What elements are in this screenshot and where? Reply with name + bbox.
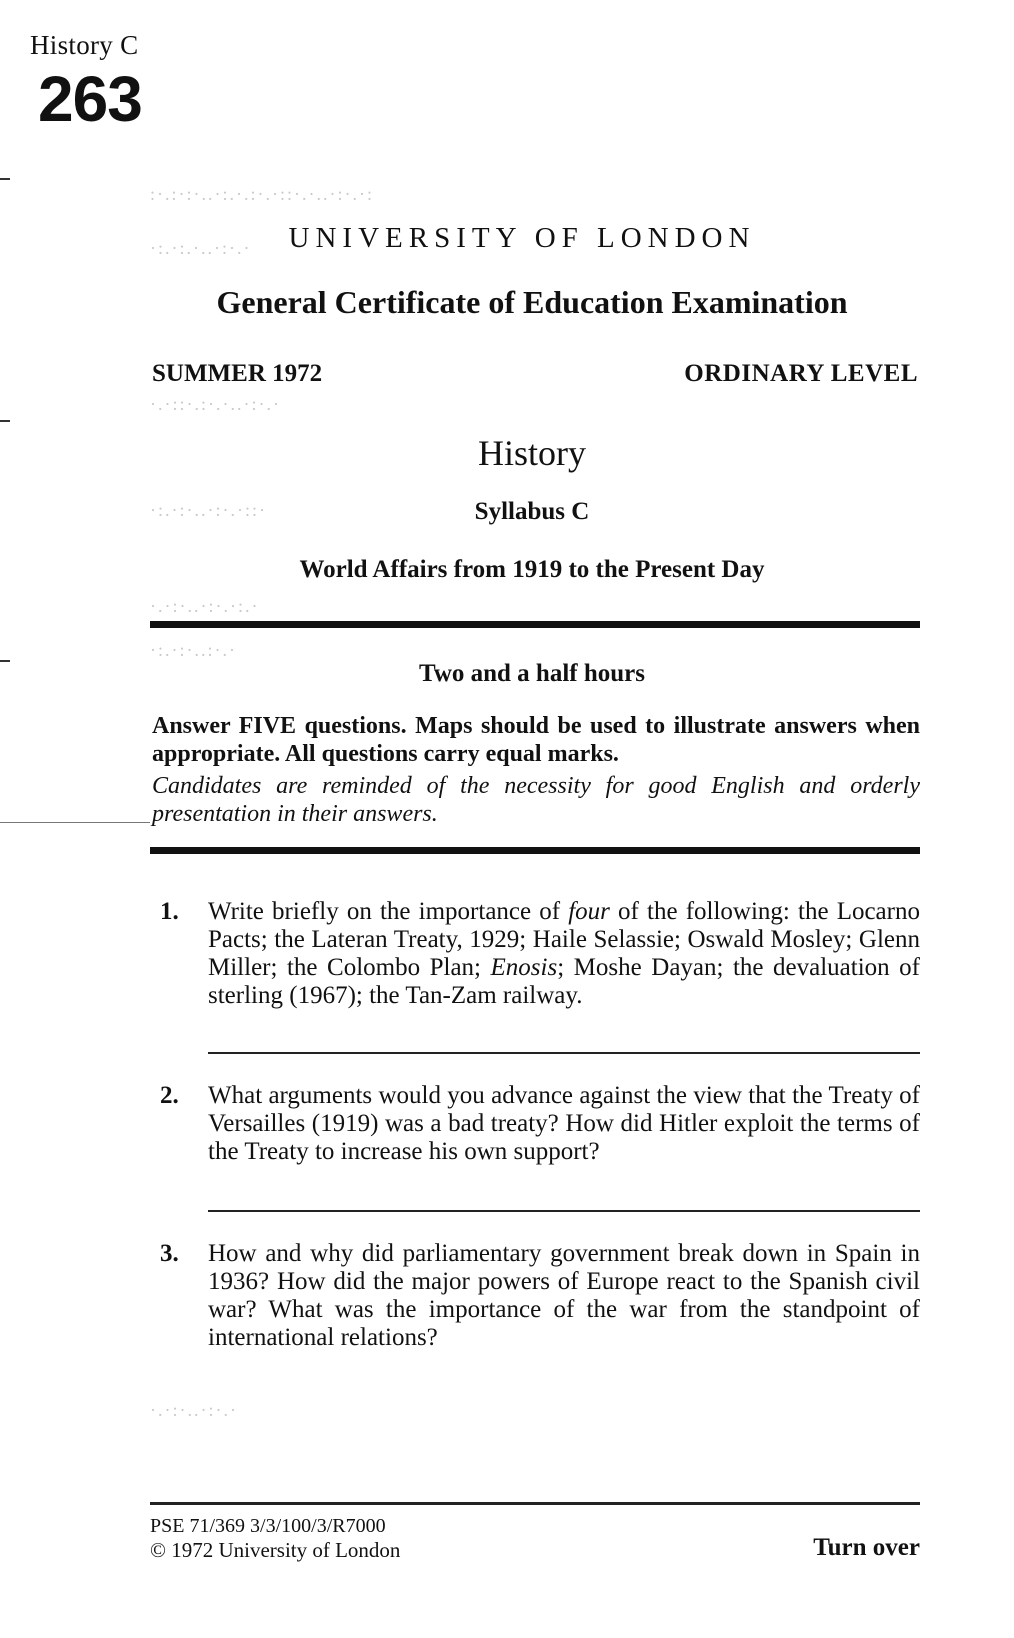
syllabus-label: Syllabus C [474, 498, 590, 525]
examination-title: General Certificate of Education Examination [216, 284, 848, 320]
bleed-through-texture: ·.·:·..·:·.· [150, 1400, 238, 1420]
turn-over-label: Turn over [813, 1534, 920, 1561]
bleed-through-texture: :·.:·:·..·:.·.:·.·::·.·..·:·.·: [150, 184, 374, 204]
exam-session: SUMMER 1972 [152, 360, 323, 387]
copyright-notice: © 1972 University of London [150, 1538, 401, 1562]
exam-level: ORDINARY LEVEL [684, 360, 918, 387]
question-divider [208, 1052, 920, 1054]
question-text [208, 1082, 920, 1166]
question-number: 2. [160, 1082, 179, 1109]
scan-streak [0, 822, 150, 823]
question-text-run: of the following: the Locarno Pacts; the Lateran Treaty, 1929; Haile Selassie; Oswald Mosley; Glenn Miller; the Colombo Plan; [208, 898, 920, 981]
question-emphasis: Enosis [490, 954, 558, 981]
footer-divider [150, 1502, 920, 1505]
bleed-through-texture: ·.·:·..·:·.·:.· [150, 596, 260, 616]
question-text-run: What arguments would you advance against the view that the Treaty of Versailles (1919) was a bad treaty? How did Hitler exploit the terms of the Treaty to increase his own support? [208, 1082, 920, 1165]
subject-title: History [478, 433, 586, 473]
divider-thick [150, 847, 920, 854]
bleed-through-texture: ·:.·:.·..·:·.· [150, 238, 252, 258]
bleed-through-texture: ·.·::·.:·.·..·:·.· [150, 394, 281, 414]
question-text [208, 898, 920, 1010]
paper-subject-label: History C [30, 30, 139, 60]
paper-code: 263 [38, 63, 142, 135]
paper-title: World Affairs from 1919 to the Present Day [299, 556, 765, 583]
print-reference: PSE 71/369 3/3/100/3/R7000 [150, 1515, 386, 1537]
candidate-reminder: Candidates are reminded of the necessity for good English and orderly presentation in their answers. [152, 773, 920, 827]
question-divider [208, 1210, 920, 1212]
exam-instructions: Answer FIVE questions. Maps should be used to illustrate answers when appropriate. All questions carry equal marks. [152, 713, 920, 767]
margin-tick [0, 178, 10, 180]
question-text-run: How and why did parliamentary government break down in Spain in 1936? How did the major powers of Europe react to the Spanish civil war? What was the importance of the war from the standpoint of international relations? [208, 1240, 920, 1351]
exam-duration: Two and a half hours [419, 660, 645, 687]
question-text-run: Write briefly on the importance of [208, 898, 569, 925]
question-text-run: ; Moshe Dayan; the devaluation of sterling (1967); the Tan-Zam railway. [208, 954, 921, 1009]
question-number: 1. [160, 898, 179, 925]
margin-tick [0, 420, 10, 422]
question-emphasis: four [568, 898, 610, 925]
bleed-through-texture: ·:.·:·..:·.· [150, 640, 237, 660]
divider-thick [150, 621, 920, 628]
question-text [208, 1240, 920, 1352]
university-name: UNIVERSITY OF LONDON [288, 222, 756, 254]
bleed-through-texture: ·:.·:·..·:·.·::· [150, 500, 267, 520]
question-number: 3. [160, 1240, 179, 1267]
